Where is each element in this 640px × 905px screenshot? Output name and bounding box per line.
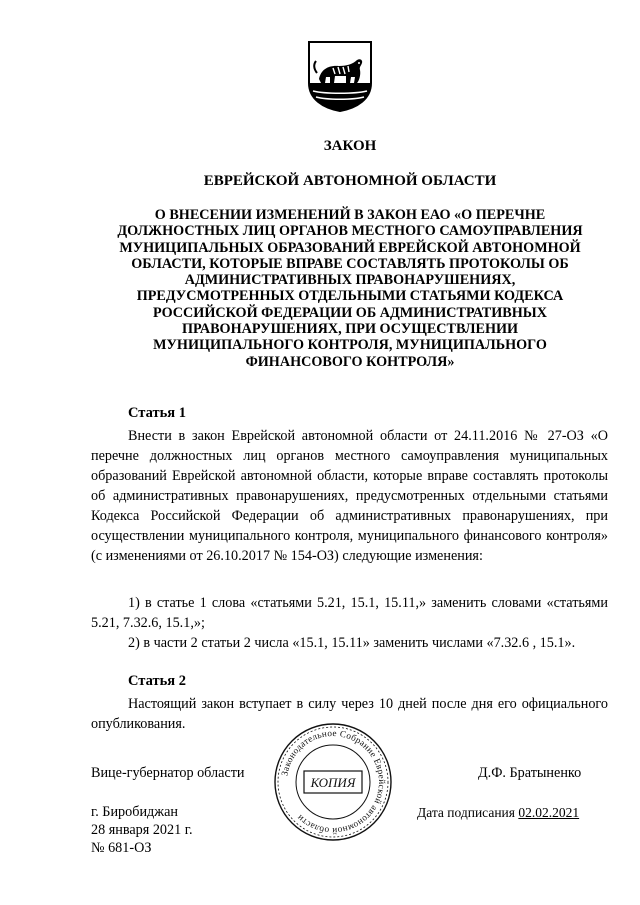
round-seal-stamp [272, 721, 394, 843]
article-1-heading: Статья 1 [128, 405, 186, 421]
title-line: ПРАВОНАРУШЕНИЯХ, ПРИ ОСУЩЕСТВЛЕНИИ [181, 321, 519, 338]
title-line: ФИНАНСОВОГО КОНТРОЛЯ» [245, 353, 455, 370]
article-1-intro: Внести в закон Еврейской автономной области от 24.11.2016 № 27-ОЗ «О перечне должностных лиц органов местного самоуправления муниципальных образований Еврейской автономной области, которые вправе составлять протоколы об административных правонарушениях, предусмотренных отдельными статьями Кодекса Российской Федерации об административных правонарушениях, при осуществлении муниципального контроля, муниципального финансового контроля» (с изменениями от 26.10.2017 № 154-ОЗ) следующие изменения: [91, 428, 608, 564]
title-line: ДОЛЖНОСТНЫХ ЛИЦ ОРГАНОВ МЕСТНОГО САМОУПРАВЛЕНИЯ [117, 223, 583, 240]
article-2-heading: Статья 2 [128, 673, 186, 689]
law-title [55, 207, 640, 370]
coat-of-arms-tiger-icon [305, 39, 375, 113]
article-2-text: Настоящий закон вступает в силу через 10 дней после дня его официального опубликования. [91, 696, 608, 732]
title-line: РОССИЙСКОЙ ФЕДЕРАЦИИ ОБ АДМИНИСТРАТИВНЫХ [153, 304, 547, 321]
sign-date [417, 805, 579, 821]
sign-date-label: Дата подписания [417, 805, 515, 820]
title-line: МУНИЦИПАЛЬНОГО КОНТРОЛЯ, МУНИЦИПАЛЬНОГО [153, 337, 547, 354]
signer-name: Д.Ф. Братыненко [478, 765, 582, 781]
title-line: ПРЕДУСМОТРЕННЫХ ОТДЕЛЬНЫМИ СТАТЬЯМИ КОДЕКСА [136, 288, 564, 305]
signer-position: Вице-губернатор области [91, 765, 245, 781]
article-1-item-1: 1) в статье 1 слова «статьями 5.21, 15.1, 15.11,» заменить словами «статьями 5.21, 7.32.6, 15.1,»; [91, 595, 608, 631]
title-line: О ВНЕСЕНИИ ИЗМЕНЕНИЙ В ЗАКОН ЕАО «О ПЕРЕЧНЕ [154, 207, 546, 223]
title-line: АДМИНИСТРАТИВНЫХ ПРАВОНАРУШЕНИЯХ, [184, 272, 516, 289]
law-number: № 681-ОЗ [91, 840, 152, 856]
sign-date-value: 02.02.2021 [518, 805, 580, 820]
law-date: 28 января 2021 г. [91, 822, 193, 838]
document-type: ЗАКОН [323, 138, 377, 154]
stamp-ring-text: Законодательное Собрание Еврейской автономной области [279, 727, 388, 837]
article-1-item-2: 2) в части 2 статьи 2 числа «15.1, 15.11» заменить числами «7.32.6 , 15.1». [128, 635, 576, 651]
title-line: ОБЛАСТИ, КОТОРЫЕ ВПРАВЕ СОСТАВЛЯТЬ ПРОТОКОЛЫ ОБ [131, 255, 569, 272]
stamp-center-text: КОПИЯ [310, 775, 356, 790]
title-line: МУНИЦИПАЛЬНЫХ ОБРАЗОВАНИЙ ЕВРЕЙСКОЙ АВТОНОМНОЙ [119, 239, 581, 256]
region-name: ЕВРЕЙСКОЙ АВТОНОМНОЙ ОБЛАСТИ [203, 173, 497, 189]
signing-city: г. Биробиджан [91, 804, 178, 820]
